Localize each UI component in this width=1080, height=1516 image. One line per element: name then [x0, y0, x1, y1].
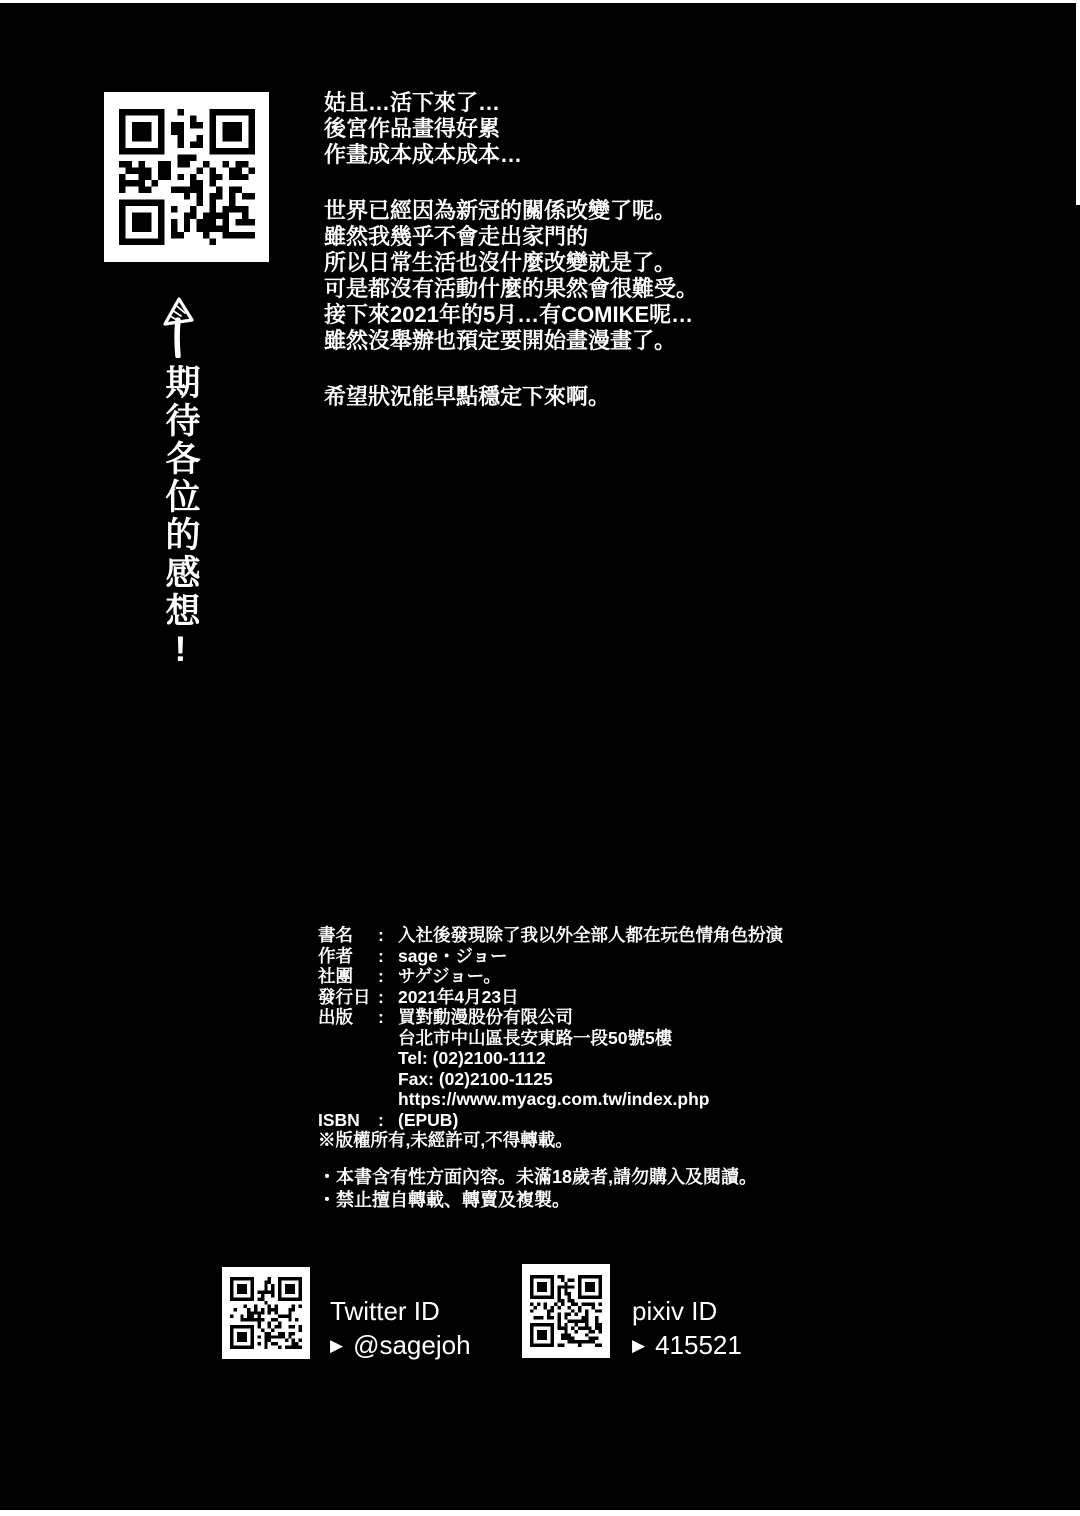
- field-label: 出版: [318, 1007, 353, 1027]
- colophon-row-publisher: [318, 1007, 783, 1028]
- pixiv-qr-code: [522, 1264, 610, 1358]
- publisher-address: 台北市中山區長安東路一段50號5樓: [398, 1027, 673, 1048]
- field-label: 作者: [318, 945, 353, 966]
- colophon: [318, 925, 783, 1151]
- colophon-row-author: [318, 946, 783, 967]
- twitter-handle-line: [330, 1330, 471, 1361]
- circle-name: サゲジョー。: [398, 966, 501, 986]
- afterword-line: 接下來2021年的5月…有COMIKE呢…: [324, 302, 694, 327]
- field-label: 書名: [318, 925, 353, 945]
- afterword-line: 作畫成本成本成本…: [324, 142, 523, 167]
- field-label: 發行日: [318, 986, 371, 1007]
- publisher-name: 買對動漫股份有限公司: [398, 1007, 573, 1027]
- triangle-bullet-icon: ▶: [632, 1336, 646, 1355]
- pixiv-id-label: pixiv ID: [632, 1296, 718, 1326]
- afterword-line: 所以日常生活也沒什麼改變就是了。: [324, 250, 677, 275]
- afterword-paragraph-3: [324, 384, 698, 410]
- up-arrow-icon: [156, 296, 200, 358]
- feedback-qr-code: [104, 92, 269, 262]
- field-label: ISBN: [318, 1109, 360, 1130]
- afterword-line: 可是都沒有活動什麼的果然會很難受。: [324, 276, 699, 301]
- scan-edge-right: [1076, 0, 1080, 205]
- feedback-request-note: 期待各位的感想!: [161, 364, 200, 672]
- colophon-row-release-date: [318, 987, 783, 1008]
- afterword-text: [324, 90, 698, 440]
- field-label: 社團: [318, 966, 353, 986]
- afterword-line: 希望狀況能早點穩定下來啊。: [324, 384, 611, 409]
- field-colon: :: [378, 966, 384, 986]
- colophon-row-isbn: [318, 1110, 783, 1131]
- colophon-row-title: [318, 925, 783, 946]
- twitter-handle: @sagejoh: [353, 1330, 471, 1360]
- release-date: 2021年4月23日: [398, 986, 519, 1007]
- scan-edge-top: [0, 0, 1080, 3]
- afterword-line: 世界已經因為新冠的關係改變了呢。: [324, 198, 677, 223]
- no-reproduction-warning: ・禁止擅自轉載、轉賣及複製。: [318, 1190, 570, 1210]
- colophon-row-circle: [318, 966, 783, 987]
- afterword-line: 姑且…活下來了…: [324, 90, 501, 115]
- copyright-notice: ※版權所有,未經許可,不得轉載。: [318, 1130, 573, 1150]
- twitter-id-label: Twitter ID: [330, 1296, 440, 1326]
- pixiv-handle-line: [632, 1330, 742, 1361]
- book-title: 入社後發現除了我以外全部人都在玩色情角色扮演: [398, 925, 783, 945]
- author-name: sage・ジョー: [398, 945, 508, 966]
- field-colon: :: [378, 986, 384, 1007]
- publisher-url: https://www.myacg.com.tw/index.php: [398, 1089, 710, 1109]
- isbn-value: (EPUB): [398, 1109, 459, 1130]
- afterword-line: 雖然我幾乎不會走出家門的: [324, 224, 589, 249]
- afterword-paragraph-2: [324, 198, 698, 354]
- afterword-paragraph-1: [324, 90, 698, 168]
- field-colon: :: [378, 1007, 384, 1027]
- afterword-line: 後宮作品畫得好累: [324, 116, 501, 141]
- field-colon: :: [378, 945, 384, 966]
- pixiv-id-number: 415521: [655, 1330, 742, 1360]
- field-colon: :: [378, 1109, 384, 1130]
- publisher-fax: Fax: (02)2100-1125: [398, 1068, 553, 1089]
- triangle-bullet-icon: ▶: [330, 1336, 344, 1355]
- scan-edge-bottom: [0, 1510, 1080, 1516]
- adult-warning: ・本書含有性方面內容。未滿18歲者,請勿購入及閱讀。: [318, 1167, 758, 1187]
- warning-notices: [318, 1166, 757, 1212]
- field-colon: :: [378, 925, 384, 945]
- afterword-line: 雖然沒舉辦也預定要開始畫漫畫了。: [324, 328, 677, 353]
- twitter-qr-code: [222, 1267, 310, 1359]
- publisher-tel: Tel: (02)2100-1112: [398, 1048, 546, 1068]
